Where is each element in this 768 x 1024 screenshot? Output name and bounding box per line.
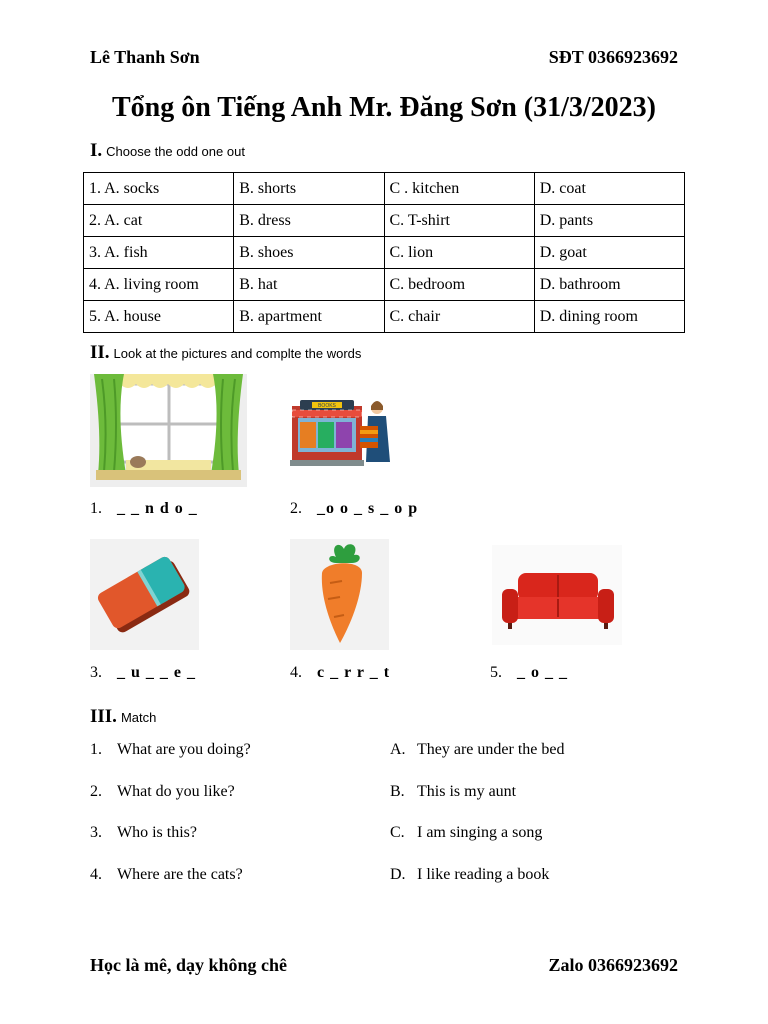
table-row bbox=[84, 173, 685, 205]
table-cell: D. pants bbox=[534, 205, 684, 237]
fill-item-number: 3. bbox=[90, 664, 102, 681]
table-row bbox=[84, 205, 685, 237]
sofa-icon bbox=[492, 545, 622, 645]
table-cell: B. dress bbox=[234, 205, 384, 237]
fill-item-word: _o o _ s _ o p bbox=[317, 500, 419, 517]
fill-item-word: c _ r r _ t bbox=[317, 664, 391, 681]
table-row bbox=[84, 237, 685, 269]
match-question-text: What do you like? bbox=[117, 783, 235, 800]
table-cell: C. lion bbox=[384, 237, 534, 269]
table-cell: B. shorts bbox=[234, 173, 384, 205]
match-number: 4. bbox=[90, 866, 102, 883]
fill-item-4 bbox=[290, 664, 390, 682]
match-letter: B. bbox=[390, 783, 405, 800]
match-letter: C. bbox=[390, 824, 405, 841]
section-2-heading bbox=[90, 342, 361, 364]
fill-item-5 bbox=[490, 664, 568, 682]
match-answer-b bbox=[390, 783, 516, 801]
page-title: Tổng ôn Tiếng Anh Mr. Đăng Sơn (31/3/2023) bbox=[111, 92, 657, 123]
fill-item-number: 2. bbox=[290, 500, 302, 517]
phone-number: SĐT 0366923692 bbox=[548, 47, 678, 67]
section-3-number: III. bbox=[90, 706, 117, 727]
odd-one-out-table bbox=[83, 172, 685, 333]
table-cell: 3. A. fish bbox=[84, 237, 234, 269]
window-icon bbox=[90, 374, 247, 487]
table-cell: B. apartment bbox=[234, 301, 384, 333]
match-answer-text: I like reading a book bbox=[417, 866, 550, 883]
table-cell: B. hat bbox=[234, 269, 384, 301]
section-2-number: II. bbox=[90, 342, 110, 363]
table-cell: B. shoes bbox=[234, 237, 384, 269]
section-3-heading bbox=[90, 706, 156, 728]
match-answer-d bbox=[390, 866, 549, 884]
table-row bbox=[84, 269, 685, 301]
footer-slogan: Học là mê, dạy không chê bbox=[90, 955, 288, 975]
match-question-text: Where are the cats? bbox=[117, 866, 243, 883]
book-sign-text: BOOKS bbox=[318, 403, 336, 409]
match-question-4 bbox=[90, 866, 243, 884]
match-letter: D. bbox=[390, 866, 406, 883]
section-1-heading bbox=[90, 140, 245, 162]
table-cell: 1. A. socks bbox=[84, 173, 234, 205]
match-question-2 bbox=[90, 783, 235, 801]
match-number: 1. bbox=[90, 741, 102, 758]
match-answer-text: I am singing a song bbox=[417, 824, 543, 841]
eraser-icon bbox=[90, 539, 199, 650]
match-number: 2. bbox=[90, 783, 102, 800]
bookshop-icon bbox=[290, 396, 394, 468]
fill-item-1 bbox=[90, 500, 198, 518]
fill-item-number: 4. bbox=[290, 664, 302, 681]
match-answer-a bbox=[390, 741, 564, 759]
fill-item-word: _ u _ _ e _ bbox=[117, 664, 196, 681]
section-1-instruction: Choose the odd one out bbox=[106, 144, 245, 159]
footer-zalo: Zalo 0366923692 bbox=[548, 955, 678, 975]
match-answer-text: This is my aunt bbox=[417, 783, 517, 800]
match-answer-c bbox=[390, 824, 542, 842]
table-cell: D. goat bbox=[534, 237, 684, 269]
match-number: 3. bbox=[90, 824, 102, 841]
table-cell: 4. A. living room bbox=[84, 269, 234, 301]
match-letter: A. bbox=[390, 741, 406, 758]
table-cell: C. chair bbox=[384, 301, 534, 333]
fill-item-2 bbox=[290, 500, 418, 518]
match-question-1 bbox=[90, 741, 251, 759]
fill-item-word: _ _ n d o _ bbox=[117, 500, 198, 517]
match-question-3 bbox=[90, 824, 197, 842]
section-1-number: I. bbox=[90, 140, 103, 161]
match-question-text: Who is this? bbox=[117, 824, 197, 841]
fill-item-word: _ o _ _ bbox=[517, 664, 568, 681]
table-cell: 5. A. house bbox=[84, 301, 234, 333]
match-question-text: What are you doing? bbox=[117, 741, 251, 758]
table-cell: D. coat bbox=[534, 173, 684, 205]
table-cell: C. bedroom bbox=[384, 269, 534, 301]
match-answer-text: They are under the bed bbox=[417, 741, 565, 758]
table-cell: D. dining room bbox=[534, 301, 684, 333]
author-name: Lê Thanh Sơn bbox=[90, 47, 200, 67]
fill-item-number: 5. bbox=[490, 664, 502, 681]
table-cell: C. T-shirt bbox=[384, 205, 534, 237]
section-2-instruction: Look at the pictures and complte the words bbox=[113, 346, 362, 361]
table-row bbox=[84, 301, 685, 333]
section-3-instruction: Match bbox=[120, 710, 157, 725]
fill-item-number: 1. bbox=[90, 500, 102, 517]
table-cell: C . kitchen bbox=[384, 173, 534, 205]
table-cell: 2. A. cat bbox=[84, 205, 234, 237]
table-cell: D. bathroom bbox=[534, 269, 684, 301]
fill-item-3 bbox=[90, 664, 196, 682]
carrot-icon bbox=[290, 539, 389, 650]
